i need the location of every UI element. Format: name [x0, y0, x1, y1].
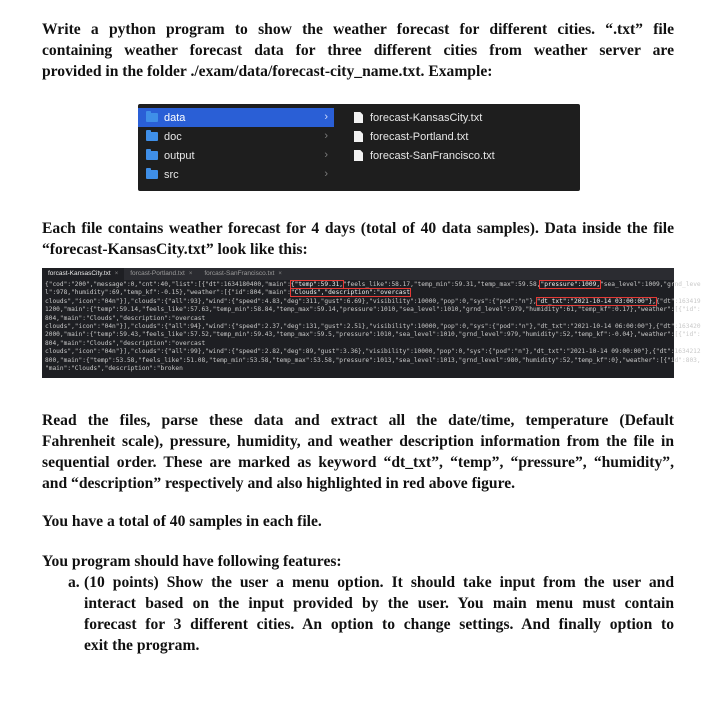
feature-a-line: (10 points) Show the user a menu option. It should take input from the user and [84, 574, 674, 591]
folder-column [138, 108, 334, 184]
feature-a-line: forecast for 3 different cities. An option to change settings. And finally option to [84, 616, 674, 633]
code-text: 1200,"main":{"temp":59.14,"feels_like":57.63,"temp_min":58.84,"temp_max":59.14,"pressure":1010,"sea_level":1010,"grnd_level":979,"humidity":61,"temp_kf":0.17},"weather":[{"id": [45, 306, 701, 314]
file-item-portland[interactable] [346, 127, 576, 146]
read-files-line: Read the files, parse these data and extract all the date/time, temperature (Default [42, 412, 674, 429]
code-line [45, 315, 671, 323]
code-text: clouds","icon":"04n"}],"clouds":{"all":99},"wind":{"speed":2.82,"deg":89,"gust":3.36},"visibility":10000,"pop":0,"sys":{"pod":"n"},"dt_txt":"2021-10-14 09:00:00"},{"dt":1634212 [45, 348, 701, 356]
editor-tab-bar [42, 268, 674, 280]
folder-label: doc [164, 130, 182, 143]
intro-line: containing weather forecast data for three different cities from weather server are [42, 42, 674, 59]
file-label: forecast-SanFrancisco.txt [370, 149, 495, 162]
chevron-right-icon: › [324, 111, 328, 123]
code-line [45, 289, 671, 297]
code-text: 804,"main":"Clouds","description":"overcast [45, 339, 206, 347]
document-icon [354, 150, 363, 161]
feature-item-a [68, 572, 674, 656]
each-file-line: Each file contains weather forecast for 4 days (total of 40 data samples). Data inside the file [42, 220, 674, 237]
folder-label: src [164, 168, 179, 181]
tab-sanfrancisco[interactable] [198, 268, 288, 280]
chevron-right-icon: › [324, 168, 328, 180]
code-text: 800,"main":{"temp":53.58,"feels_like":51.08,"temp_min":53.58,"temp_max":53.58,"pressure":1013,"sea_level":1013,"grnd_level":980,"humidity":52,"temp_kf":0},"weather":[{"id":803, [45, 356, 701, 364]
code-editor-screenshot [42, 268, 701, 378]
file-label: forecast-KansasCity.txt [370, 111, 483, 124]
file-item-sanfrancisco[interactable] [346, 146, 576, 165]
code-line [45, 365, 671, 373]
folder-label: data [164, 111, 186, 124]
folder-icon [146, 132, 158, 141]
read-files-line: Fahrenheit scale), pressure, humidity, and weather description information from the file in [42, 433, 674, 450]
tab-label: forcast-Portland.txt [130, 270, 185, 277]
list-marker: a. [68, 574, 80, 591]
code-text: "main":"Clouds","description":"broken [45, 365, 183, 373]
code-line [45, 331, 701, 339]
read-files-line: sequential order. These are marked as keyword “dt_txt”, “temp”, “pressure”, “humidity”, [42, 454, 674, 471]
code-text: 2000,"main":{"temp":59.43,"feels_like":57.52,"temp_min":59.43,"temp_max":59.5,"pressure":1010,"sea_level":1010,"grnd_level":979,"humidity":52,"temp_kf":-0.04},"weather":[{"id": [45, 331, 701, 339]
intro-paragraph [42, 19, 674, 82]
features-line: You program should have following features: [42, 553, 342, 570]
tab-kansascity[interactable] [42, 268, 124, 280]
code-text: "feels_like":58.17,"temp_min":59.31,"temp_max":59.58, [343, 281, 541, 288]
folder-item-data[interactable] [138, 108, 334, 127]
features-heading [42, 551, 674, 572]
close-icon[interactable]: × [278, 271, 282, 277]
document-icon [354, 112, 363, 123]
file-item-kansascity[interactable] [346, 108, 576, 127]
chevron-right-icon: › [324, 130, 328, 142]
folder-icon [146, 170, 158, 179]
read-files-line: and “description” respectively and also highlighted in red above figure. [42, 475, 516, 492]
file-column [346, 108, 576, 165]
chevron-right-icon: › [324, 149, 328, 161]
each-file-line: “forecast-KansasCity.txt” look like this: [42, 241, 308, 258]
folder-item-src[interactable] [138, 165, 334, 184]
code-line [45, 356, 701, 365]
total-samples-line: You have a total of 40 samples in each file. [42, 513, 322, 530]
code-text: l":978,"humidity":69,"temp_kf":-0.15},"weather":[{"id":804,"main": [45, 289, 291, 297]
highlighted-keyword: "dt_txt":"2021-10-14 03:00:00"}, [536, 297, 656, 305]
code-line [45, 348, 701, 356]
code-text: 804,"main":"Clouds","description":"overcast [45, 314, 206, 322]
code-content [42, 280, 701, 374]
code-line [45, 306, 701, 314]
document-icon [354, 131, 363, 142]
highlighted-keyword: "Clouds","description":"overcast [290, 289, 411, 297]
each-file-paragraph [42, 218, 674, 260]
code-text: clouds","icon":"04n"}],"clouds":{"all":94},"wind":{"speed":2.37,"deg":131,"gust":2.51},"visibility":10000,"pop":0,"sys":{"pod":"n"},"dt_txt":"2021-10-14 06:00:00"},{"dt":163420 [45, 323, 701, 331]
total-samples-paragraph [42, 511, 674, 532]
folder-icon [146, 151, 158, 160]
close-icon[interactable]: × [114, 271, 119, 277]
feature-a-line: interact based on the input provided by the user. You main menu must contain [84, 595, 674, 612]
code-text: clouds","icon":"04n"}],"clouds":{"all":93},"wind":{"speed":4.83,"deg":311,"gust":6.69},"visibility":10000,"pop":0,"sys":{"pod":"n"}, [45, 297, 537, 305]
feature-a-line: exit the program. [84, 637, 200, 654]
code-line [45, 297, 701, 306]
code-text: "sea_level":1009,"grnd_leve [600, 281, 701, 288]
tab-label: forcast-KansasCity.txt [48, 270, 111, 277]
folder-item-doc[interactable] [138, 127, 334, 146]
intro-line: Write a python program to show the weather forecast for different cities. “.txt” file [42, 21, 674, 38]
folder-label: output [164, 149, 195, 162]
code-line [45, 340, 671, 348]
close-icon[interactable]: × [188, 271, 193, 277]
code-text: {"dt":163419 [655, 297, 701, 305]
finder-column-view [138, 104, 580, 191]
read-files-paragraph [42, 410, 674, 494]
highlighted-keyword: {"temp":59.31, [290, 281, 344, 288]
file-label: forecast-Portland.txt [370, 130, 469, 143]
code-text: {"cod":"200","message":0,"cnt":40,"list":[{"dt":1634180400,"main": [45, 281, 291, 288]
tab-label: forcast-SanFrancisco.txt [204, 270, 275, 277]
highlighted-keyword: "pressure":1009, [540, 281, 601, 288]
code-line [45, 323, 701, 331]
intro-line: provided in the folder ./exam/data/forecast-city_name.txt. Example: [42, 63, 493, 80]
folder-icon [146, 113, 158, 122]
folder-item-output[interactable] [138, 146, 334, 165]
tab-portland[interactable] [124, 268, 198, 280]
